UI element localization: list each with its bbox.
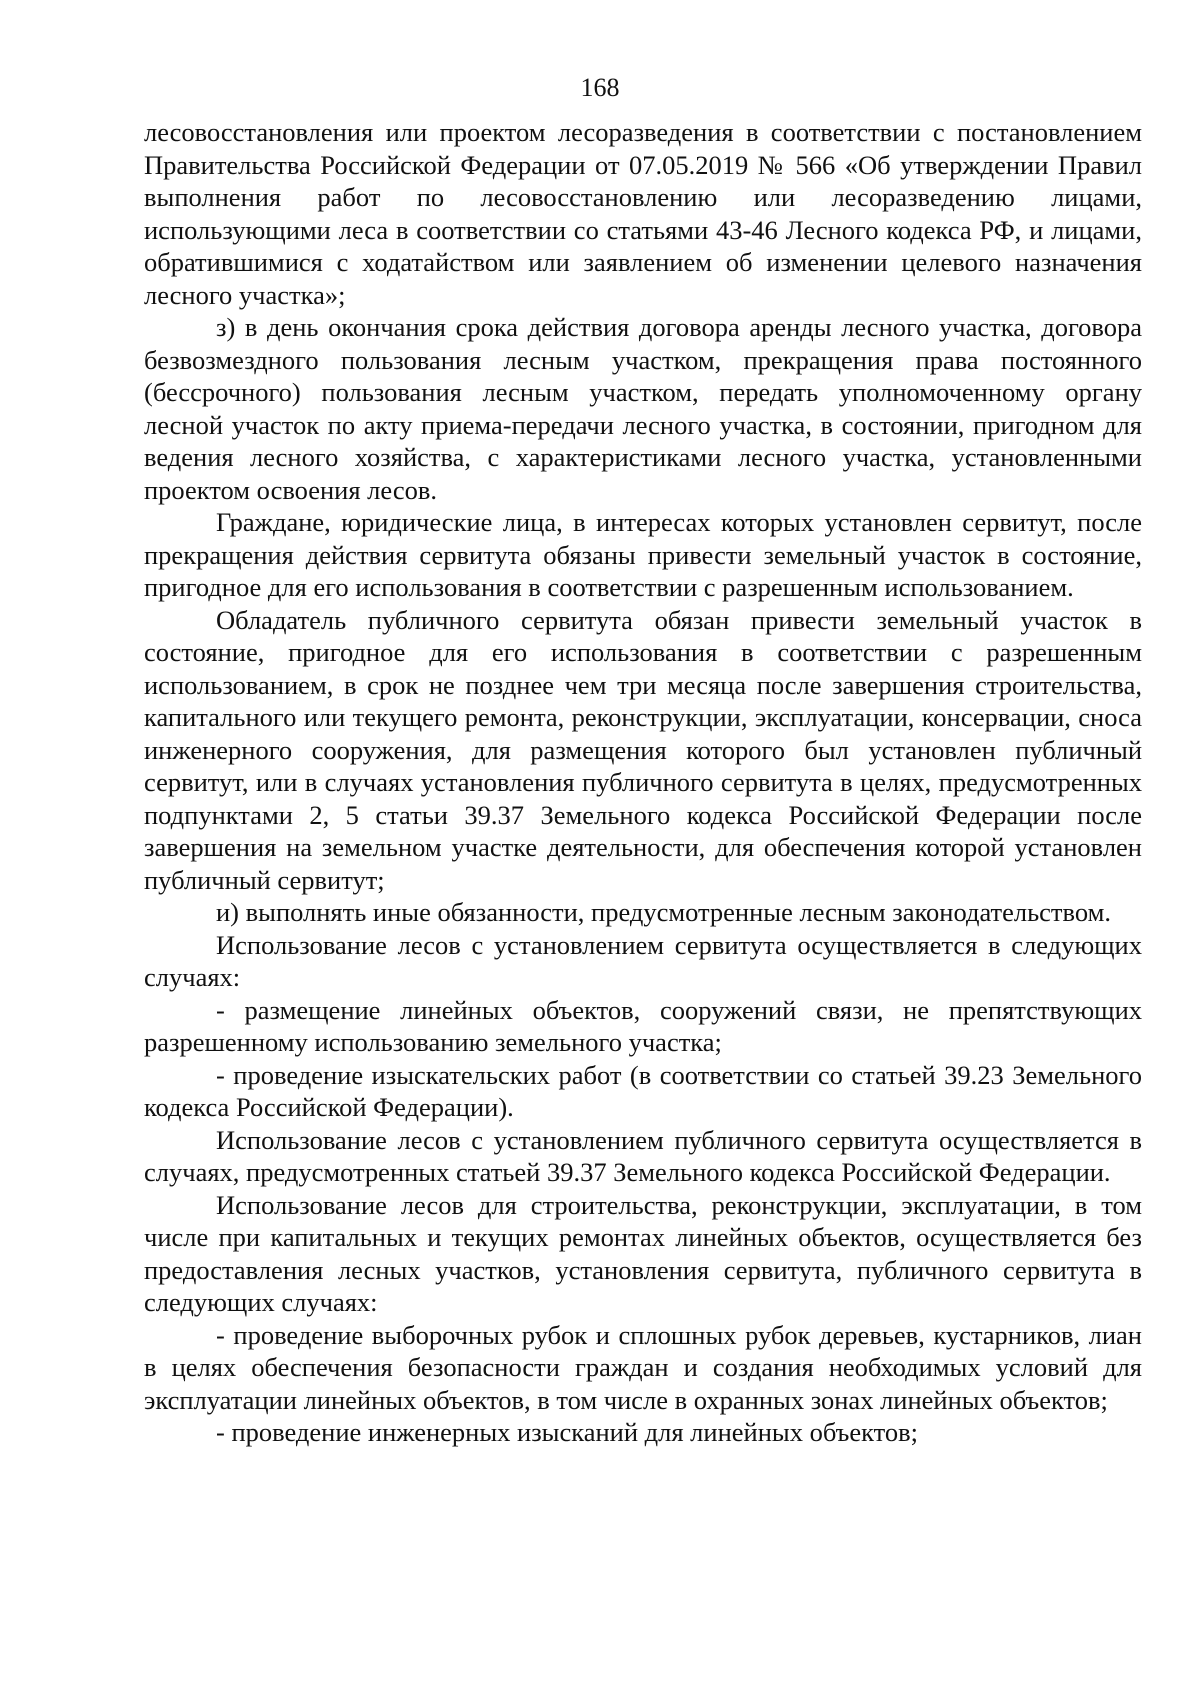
paragraph-item-z: з) в день окончания срока действия договора аренды лесного участка, договора безвозмездного пользования лесным участком, прекращения права постоянного (бессрочного) пользования лесным участком, передать уполномоченному органу лесной участок по акту приема-передачи лесного участка, в состоянии, пригодном для ведения лесного хозяйства, с характеристиками лесного участка, установленными проектом освоения лесов. xyxy=(144,312,1142,505)
paragraph-continuation: лесовосстановления или проектом лесоразведения в соответствии с постановлением Правительства Российской Федерации от 07.05.2019 № 566 «Об утверждении Правил выполнения работ по лесовосстановлению или лесоразведению лицами, использующими леса в соответствии со статьями 43-46 Лесного кодекса РФ, и лицами, обратившимися с ходатайством или заявлением об изменении целевого назначения лесного участка»; xyxy=(144,117,1142,310)
list-item-linear-objects: - размещение линейных объектов, сооружений связи, не препятствующих разрешенному использованию земельного участка; xyxy=(144,994,1142,1057)
list-item-survey-works: - проведение изыскательских работ (в соответствии со статьей 39.23 Земельного кодекса Российской Федерации). xyxy=(144,1059,1142,1122)
paragraph-public-servitude-holder: Обладатель публичного сервитута обязан привести земельный участок в состояние, пригодное для его использования в соответствии с разрешенным использованием, в срок не позднее чем три месяца после завершения строительства, капитального или текущего ремонта, реконструкции, эксплуатации, консервации, сноса инженерного сооружения, для размещения которого был установлен публичный сервитут, или в случаях установления публичного сервитута в целях, предусмотренных подпунктами 2, 5 статьи 39.37 Земельного кодекса Российской Федерации после завершения на земельном участке деятельности, для обеспечения которой установлен публичный сервитут; xyxy=(144,604,1142,895)
page-number: 168 xyxy=(580,73,620,102)
paragraph-servitude-cases: Использование лесов с установлением сервитута осуществляется в следующих случаях: xyxy=(144,929,1142,992)
list-item-engineering-surveys: - проведение инженерных изысканий для линейных объектов; xyxy=(216,1417,918,1447)
paragraph-servitude-holders: Граждане, юридические лица, в интересах которых установлен сервитут, после прекращения действия сервитута обязаны привести земельный участок в состояние, пригодное для его использования в соответствии с разрешенным использованием. xyxy=(144,507,1142,602)
document-body xyxy=(144,116,1142,1449)
paragraph-public-servitude-cases: Использование лесов с установлением публичного сервитута осуществляется в случаях, предусмотренных статьей 39.37 Земельного кодекса Российской Федерации. xyxy=(144,1124,1142,1187)
paragraph-item-i: и) выполнять иные обязанности, предусмотренные лесным законодательством. xyxy=(216,897,1111,927)
paragraph-without-servitude: Использование лесов для строительства, реконструкции, эксплуатации, в том числе при капитальных и текущих ремонтах линейных объектов, осуществляется без предоставления лесных участков, установления сервитута, публичного сервитута в следующих случаях: xyxy=(144,1189,1142,1317)
list-item-logging: - проведение выборочных рубок и сплошных рубок деревьев, кустарников, лиан в целях обеспечения безопасности граждан и создания необходимых условий для эксплуатации линейных объектов, в том числе в охранных зонах линейных объектов; xyxy=(144,1319,1142,1415)
